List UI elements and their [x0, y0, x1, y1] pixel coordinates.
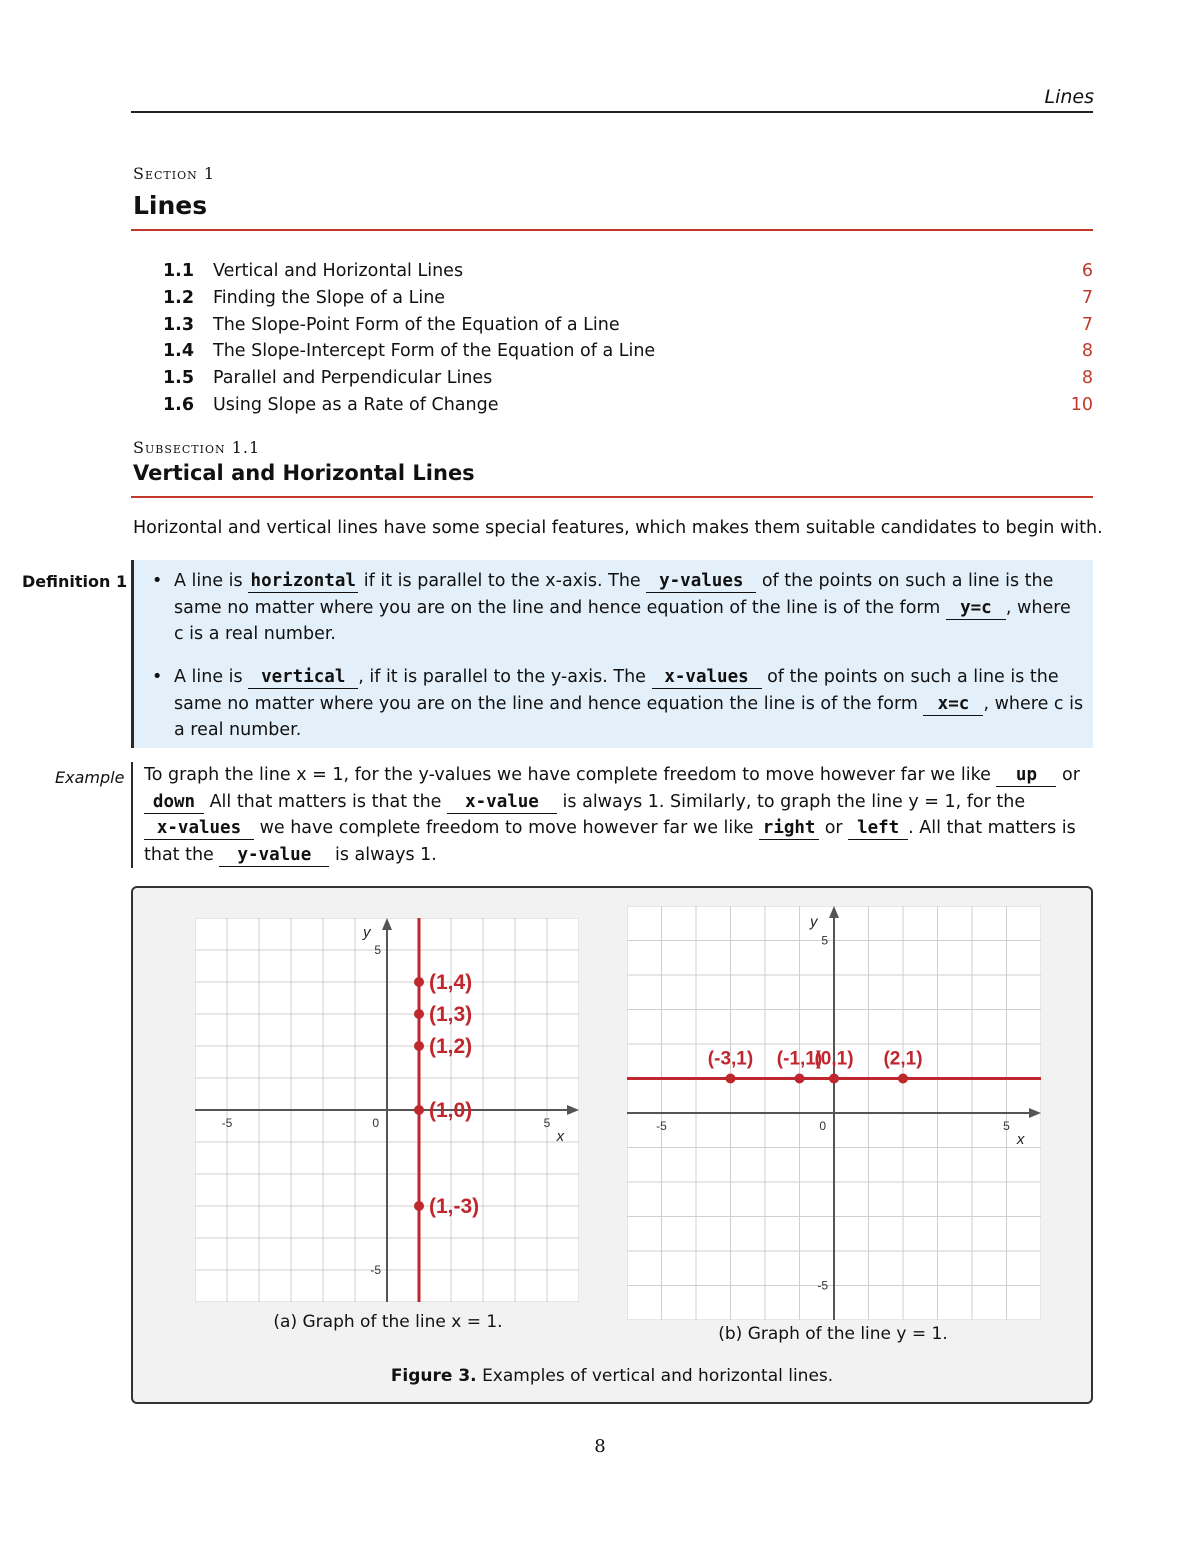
- table-of-contents: [163, 258, 1093, 418]
- plot-vertical-line: [195, 918, 579, 1302]
- data-point: [726, 1074, 736, 1084]
- text: is always 1. Similarly, to graph the line y = 1, for the: [556, 791, 1026, 812]
- subsection-label: Subsection 1.1: [133, 438, 261, 457]
- fill-blank: left: [848, 817, 908, 840]
- fill-blank: horizontal: [248, 570, 358, 593]
- toc-number: 1.4: [163, 341, 195, 362]
- definition-box: [131, 560, 1093, 748]
- y-axis-label: y: [810, 913, 818, 931]
- fill-blank: y-value: [219, 844, 329, 867]
- figure-caption-prefix: Figure 3.: [390, 1366, 477, 1386]
- tick-label-y-neg: -5: [370, 1263, 381, 1277]
- page-number: 8: [594, 1436, 606, 1457]
- data-point: [898, 1074, 908, 1084]
- fill-blank: down: [144, 791, 204, 814]
- text: A line is: [174, 571, 249, 591]
- toc-title: The Slope-Intercept Form of the Equation of a Line: [213, 341, 656, 362]
- data-point-label: (-3,1): [707, 1048, 754, 1070]
- data-point: [414, 1041, 424, 1051]
- toc-page: 8: [1081, 368, 1093, 389]
- tick-label-y-pos: 5: [821, 933, 828, 948]
- toc-entry[interactable]: [163, 365, 1093, 392]
- data-point: [829, 1074, 839, 1084]
- toc-entry[interactable]: [163, 258, 1093, 285]
- fill-blank: y-values: [646, 570, 756, 593]
- section-rule: [131, 229, 1093, 231]
- toc-number: 1.3: [163, 314, 195, 335]
- fill-blank: right: [759, 817, 819, 840]
- definition-label: Definition 1: [22, 572, 128, 591]
- toc-entry[interactable]: [163, 338, 1093, 365]
- data-point: [414, 977, 424, 987]
- fill-blank: x-value: [447, 791, 557, 814]
- definition-bullet-vertical: [174, 664, 1084, 744]
- text: is always 1.: [329, 844, 437, 865]
- caption-b: (b) Graph of the line y = 1.: [718, 1324, 948, 1344]
- y-axis-label: y: [363, 924, 371, 942]
- tick-label-y-neg: -5: [817, 1278, 828, 1293]
- text: . All that matters is that the: [144, 818, 1076, 865]
- toc-number: 1.6: [163, 394, 195, 415]
- text: we have complete freedom to move however far we like: [254, 818, 760, 838]
- toc-page: 7: [1081, 314, 1093, 335]
- toc-page: 8: [1081, 341, 1093, 362]
- data-point: [414, 1009, 424, 1019]
- x-axis-label: x: [556, 1128, 565, 1145]
- toc-title: Vertical and Horizontal Lines: [213, 261, 464, 282]
- tick-label-x-pos: 5: [543, 1116, 551, 1130]
- section-label: Section 1: [133, 164, 215, 183]
- text: or: [1056, 765, 1080, 785]
- running-header: Lines: [1044, 86, 1094, 108]
- toc-page: 10: [1070, 394, 1093, 415]
- data-point: [414, 1201, 424, 1211]
- toc-title: The Slope-Point Form of the Equation of a Line: [213, 314, 620, 335]
- tick-label-origin: 0: [819, 1119, 826, 1133]
- text: of the points on such a line is the same no matter where you are on the line and hence equation the line is of the form: [174, 667, 1059, 714]
- text: of the points on such a line is the same no matter where you are on the line and hence equation of the line is of the form: [174, 571, 1054, 618]
- toc-entry[interactable]: [163, 391, 1093, 418]
- text: or: [819, 818, 849, 838]
- data-point-label: (-1,1): [776, 1048, 823, 1070]
- figure-box: [131, 886, 1093, 1404]
- text: if it is parallel to the x-axis. The: [358, 571, 647, 591]
- example-label: Example: [55, 768, 125, 787]
- toc-entry[interactable]: [163, 285, 1093, 312]
- text: To graph the line x = 1, for the y-values we have complete freedom to move however far we like: [144, 765, 997, 785]
- example-body: [131, 762, 1093, 868]
- data-point-label: (1,3): [429, 1003, 473, 1026]
- text: , where c is a real number.: [174, 693, 1084, 740]
- text: , where c is a real number.: [174, 597, 1071, 644]
- data-point-label: (1,2): [429, 1035, 473, 1058]
- plot-horizontal-line: [627, 906, 1041, 1320]
- tick-label-y-pos: 5: [374, 943, 381, 957]
- subsection-title: Vertical and Horizontal Lines: [133, 461, 475, 485]
- data-point-label: (1,0): [429, 1099, 473, 1122]
- section-title: Lines: [133, 191, 208, 220]
- toc-entry[interactable]: [163, 311, 1093, 338]
- data-point-label: (1,4): [429, 971, 473, 994]
- subsection-rule: [131, 496, 1093, 498]
- toc-title: Parallel and Perpendicular Lines: [213, 368, 493, 389]
- fill-blank: x-values: [652, 666, 762, 689]
- text: All that matters is that the: [204, 791, 447, 812]
- fill-blank: y=c: [946, 597, 1006, 620]
- data-point-label: (0,1): [814, 1048, 854, 1070]
- toc-number: 1.5: [163, 368, 195, 389]
- data-point: [795, 1074, 805, 1084]
- fill-blank: up: [996, 764, 1056, 787]
- tick-label-x-pos: 5: [1003, 1119, 1010, 1133]
- definition-bullet-horizontal: [174, 568, 1084, 648]
- tick-label-origin: 0: [372, 1116, 379, 1130]
- caption-a: (a) Graph of the line x = 1.: [273, 1312, 503, 1332]
- toc-number: 1.2: [163, 288, 195, 309]
- figure-caption: [133, 1366, 1091, 1386]
- tick-label-x-neg: -5: [221, 1116, 233, 1130]
- tick-label-x-neg: -5: [656, 1119, 667, 1133]
- data-point: [414, 1105, 424, 1115]
- toc-title: Finding the Slope of a Line: [213, 288, 446, 309]
- header-rule: [131, 111, 1093, 113]
- fill-blank: x-values: [144, 817, 254, 840]
- data-point-label: (1,-3): [429, 1195, 480, 1218]
- figure-caption-text: Examples of vertical and horizontal lines.: [482, 1366, 834, 1386]
- toc-page: 7: [1081, 288, 1093, 309]
- toc-page: 6: [1081, 261, 1093, 282]
- toc-title: Using Slope as a Rate of Change: [213, 394, 499, 415]
- toc-number: 1.1: [163, 261, 195, 282]
- text: , if it is parallel to the y-axis. The: [358, 667, 652, 687]
- text: A line is: [174, 667, 249, 687]
- fill-blank: vertical: [248, 666, 358, 689]
- data-point-label: (2,1): [883, 1048, 923, 1070]
- intro-paragraph: Horizontal and vertical lines have some special features, which makes them suitable candidates to begin with.: [133, 518, 1103, 538]
- x-axis-label: x: [1016, 1131, 1025, 1148]
- fill-blank: x=c: [923, 693, 983, 716]
